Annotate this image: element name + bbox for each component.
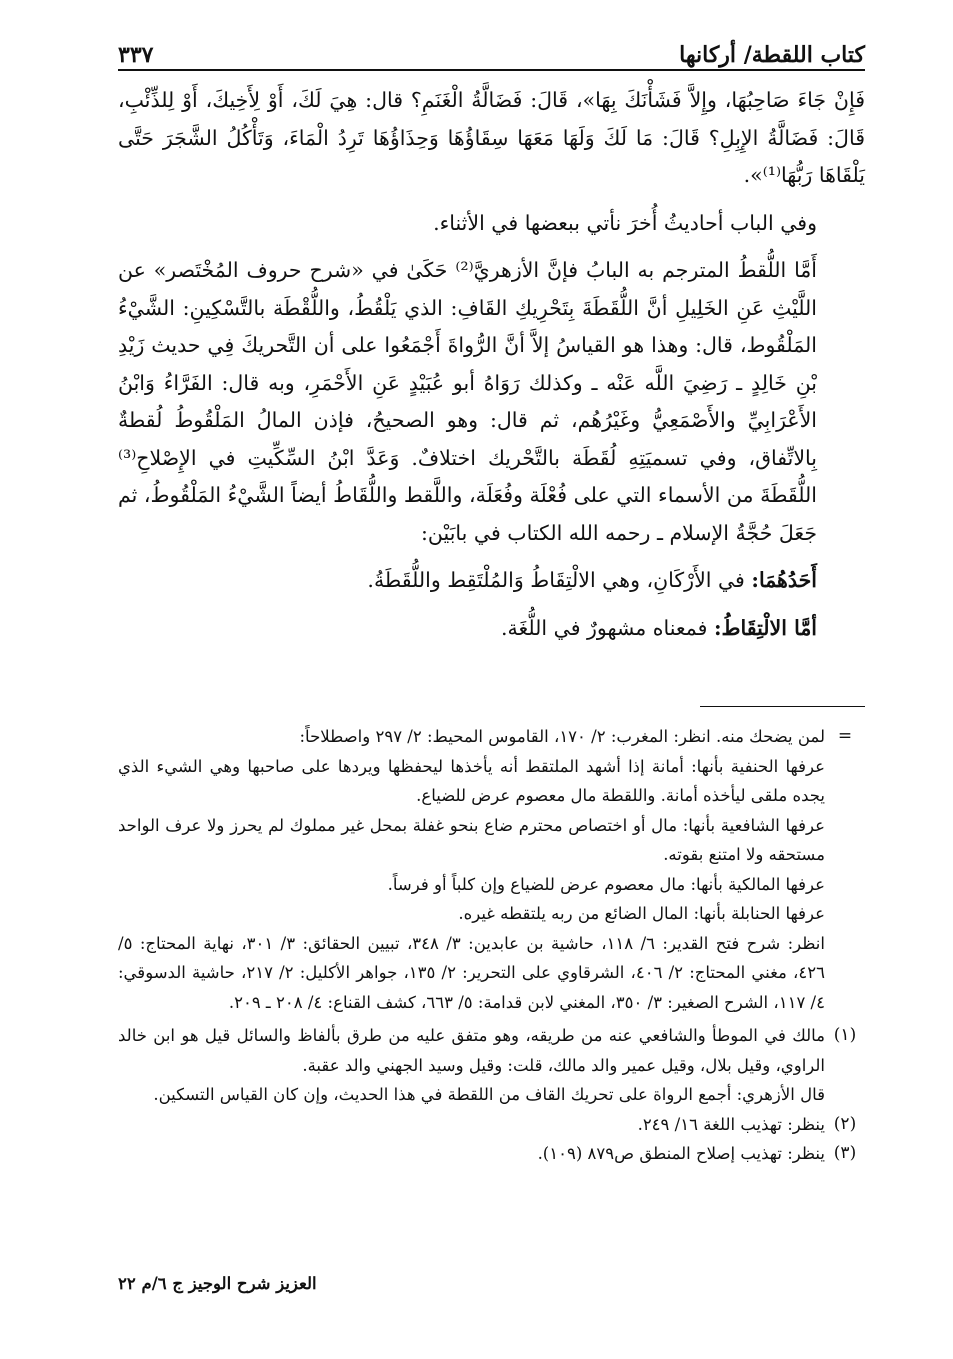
footnote-line: انظر: شرح فتح القدير: ٦/ ١١٨، حاشية بن عابدين: ٣/ ٣٤٨، تبيين الحقائق: ٣/ ٣٠١، نهاية المحتاج: ٥/ ٤٢٦، مغني المحتاج: ٢/ ٤٠٦، الشرقاوي على التحرير: ٢/ ١٣٥، جواهر الأكليل: ٢/ ٢١٧، حاشية الدسوقي: ٤/ ١١٧، الشرح الصغير: ٣/ ٣٥٠، المغني لابن قدامة: ٥/ ٦٦٣، كشف القناع: ٤/ ٢٠٨ ـ ٢٠٩. [118,933,825,1012]
footnote-line: لمن يضحك منه. انظر: المغرب: ٢/ ١٧٠، القاموس المحيط: ٢/ ٢٩٧ واصطلاحاً: [299,727,825,746]
footnote-mark: = [837,726,853,746]
paragraph-iltiqat [118,610,865,648]
footnote-line: عرفها الحنابلة بأنها: المال الضائع من ربه يلتقطه غيره. [458,904,825,923]
footnote-line: عرفها الشافعية بأنها: مال أو اختصاص محترم ضاع بنحو غفلة بمحل غير مملوك لم يحرز ولا عرف الواحد مستحقه ولا امتنع بقوته. [118,815,825,864]
main-text [118,82,865,647]
iltiqat-text: فمعناه مشهورٌ في اللُّغَة. [500,615,714,640]
footnote-mark: (٣) [833,1143,857,1163]
footnote-line: مالك في الموطأ والشافعي عنه من طريقه، وهو متفق عليه من طرق بألفاظ والسائل قيل هو ابن خالد الراوي، وقيل بلال، وقيل عمير والد مالك، قلت: وقيل وسيد الجهني والد عقبة. [118,1026,825,1075]
footnote-line: ينظر: تهذيب إصلاح المنطق ص٨٧٩ (١٠٩). [537,1144,825,1163]
footnote-3 [118,1139,865,1169]
footnotes [118,722,865,1169]
footnote-mark: (٢) [833,1113,857,1134]
footnote-mark: (١) [833,1025,857,1045]
footnote-line: قال الأزهري: أجمع الرواة على تحريك القاف من اللقطة في هذا الحديث، وإن كان القياس التسكين. [153,1085,825,1104]
first-part-term: أَحَدُهُمَا: [751,568,817,592]
paragraph-first-part [118,562,865,600]
footnote-1 [118,1021,865,1110]
first-part-text: في الأَرْكَانِ، وهي الالْتِقَاطُ وَالمُلْتَقِط واللُّقَطَةُ. [367,568,752,592]
footnote-2 [118,1110,865,1140]
iltiqat-term: أمَّا الالْتِقَاطُ: [713,615,817,640]
running-header [118,28,865,68]
paragraph-luqata-definition: أَمَّا اللُّقطُ المترجم به البابُ فإنَّ الأزهريَّ⁽²⁾ حَكَىٰ في «شرح حروف المُخْتَصر» عن اللَّيْثِ عَنِ الخَلِيلِ أنَّ اللُّقَطَةَ بِتَحْرِيكِ القَافِ: الذي يَلْقُطُ، واللُّقْطَة بالتَّسْكِينِ: الشَّيْءُ المَلْقُوط، قال: وهذا هو القياسُ إلاَّ أنَّ الرُّواةَ أَجْمَعُوا على أن التَّحريكَ فِي حديث زَيْدِ بْنِ خَالِدٍ ـ رَضِيَ اللَّه عَنْه ـ وكذلك رَوَاهُ أبو عُبَيْدٍ عَنِ الأَحْمَرِ، وبه قال: الفَرَّاءُ وَابْنُ الأَعْرَابِيِّ والأَصْمَعِيُّ وغَيْرُهُم، ثم قال: وهو الصحيحُ، فإذن المالُ المَلْقُوطُ لُقطةٌ بِالاتِّفاق، وفي تسميَتِهِ لُقَطَة بالتَّحْريك اختلافٌ. وَعَدَّ ابْنُ السِّكِّيتِ في الإِصْلاحِ⁽³⁾ اللُّقَطَةَ من الأسماء التي على فُعْلَة وفُعَلَة، واللَّقط واللُّقَاطُ أيضاً الشَّيْءُ المَلْقُوطُ، ثم جَعَلَ حُجَّةُ الإسلام ـ رحمه الله الكتاب في بابَيْن: [118,258,817,545]
footnote-line: عرفها المالكية بأنها: مال معصوم عرض للضياع وإن كلباً أو فرساً. [387,874,825,894]
paragraph-hadith: فَإِنْ جَاءَ صَاحِبُهَا، وإِلاَّ فَشَأْنَكَ بِهَا»، قَالَ: فَضَالَّةُ الْغَنَمِ؟ قال: هِيَ لَكَ، أَوْ لِأَخِيكَ، أَوْ لِلذِّئْبِ، قَالَ: فَضَالَّةُ الإِبِلِ؟ قَالَ: مَا لَكَ وَلَهَا مَعَهَا سِقَاؤُهَا وَحِذَاؤُهَا تَرِدُ الْمَاءَ، وَتَأْكُلُ الشَّجَرَ حَتَّى يَلْقَاهَا رَبُّهَا⁽¹⁾». [118,88,865,187]
page-number: ٣٣٧ [118,42,154,68]
footnote-line: عرفها الحنفية بأنها: أمانة إذا أشهد الملتقط أنه يأخذها ليحفظها ويردها على صاحبها وهي الشيء الذي يجده ملقى ليأخذه أمانة. واللقطة مال معصوم عرض للضياع. [118,756,825,805]
header-rule [118,69,865,71]
footnote-continued [118,722,865,1017]
chapter-title: كتاب اللقطة/ أركانها [679,42,865,68]
volume-signature: العزيز شرح الوجيز ج ٦/م ٢٢ [118,1274,317,1293]
footnote-separator [700,706,865,707]
paragraph-other-hadiths: وفي الباب أحاديثُ أُخرَ نأتي ببعضها في الأثناء. [433,210,817,235]
footnote-line: ينظر: تهذيب اللغة ١٦/ ٢٤٩. [637,1114,825,1134]
